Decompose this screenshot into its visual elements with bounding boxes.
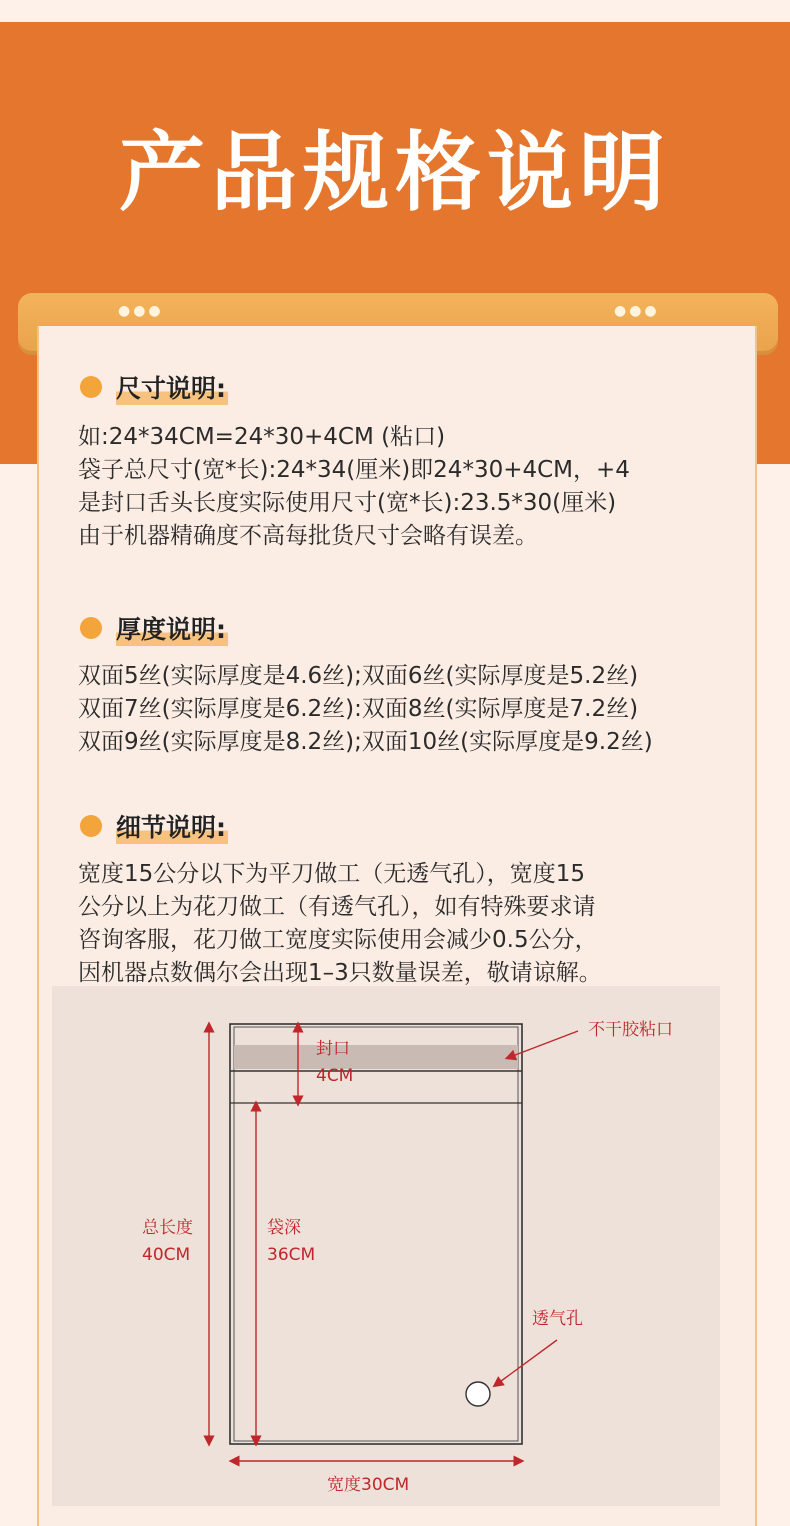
vent-label: 透气孔	[532, 1309, 583, 1329]
total-length-value: 40CM	[142, 1245, 191, 1265]
depth-label: 袋深	[267, 1218, 301, 1238]
seal-label: 封口	[316, 1039, 350, 1059]
adhesive-strip	[234, 1045, 518, 1069]
seal-value: 4CM	[316, 1066, 354, 1086]
text-line: 双面5丝(实际厚度是4.6丝);双面6丝(实际厚度是5.2丝)	[78, 663, 639, 689]
total-length-label: 总长度	[142, 1218, 193, 1238]
section-thickness-title: 厚度说明:	[116, 610, 228, 646]
width-label: 宽度30CM	[327, 1475, 410, 1495]
text-line: 宽度15公分以下为平刀做工（无透气孔），宽度15	[78, 861, 586, 887]
vent-hole-icon	[466, 1382, 490, 1406]
text-line: 由于机器精确度不高每批货尺寸会略有误差。	[78, 523, 538, 549]
text-line: 咨询客服，花刀做工宽度实际使用会减少0.5公分，	[78, 927, 598, 953]
adhesive-label: 不干胶粘口	[588, 1020, 673, 1040]
text-line: 因机器点数偶尔会出现1–3只数量误差，敬请谅解。	[78, 960, 602, 986]
vent-pointer	[497, 1340, 557, 1384]
section-size-title: 尺寸说明:	[116, 369, 228, 405]
depth-value: 36CM	[267, 1245, 316, 1265]
scroll-dots-left: ●●●	[118, 303, 164, 319]
section-detail-title: 细节说明:	[116, 808, 228, 844]
text-line: 双面9丝(实际厚度是8.2丝);双面10丝(实际厚度是9.2丝)	[78, 729, 653, 755]
text-line: 袋子总尺寸(宽*长):24*34(厘米)即24*30+4CM，+4	[78, 457, 630, 483]
text-line: 如:24*34CM=24*30+4CM (粘口)	[78, 424, 446, 450]
page-title: 产品规格说明	[119, 123, 671, 223]
text-line: 是封口舌头长度实际使用尺寸(宽*长):23.5*30(厘米)	[78, 490, 617, 516]
adhesive-pointer	[510, 1031, 578, 1057]
text-line: 双面7丝(实际厚度是6.2丝):双面8丝(实际厚度是7.2丝)	[78, 696, 639, 722]
text-line: 公分以上为花刀做工（有透气孔），如有特殊要求请	[78, 894, 596, 920]
scroll-dots-right: ●●●	[614, 303, 660, 319]
